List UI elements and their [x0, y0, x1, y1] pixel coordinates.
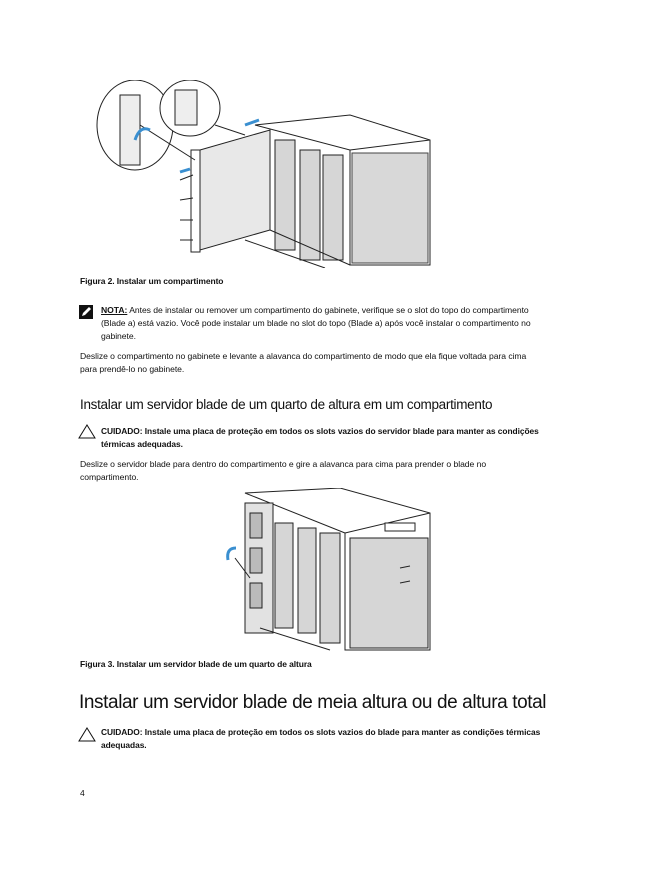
- section-heading-half-full-height: Instalar um servidor blade de meia altura ou de altura total: [79, 692, 547, 713]
- caution-triangle-icon: [78, 727, 96, 742]
- caution-2-line-2: adequadas.: [101, 740, 147, 750]
- caution-2-line-1: CUIDADO: Instale uma placa de proteção em todos os slots vazios do blade para manter as condições térmicas: [101, 727, 541, 737]
- caution-1-line-2: térmicas adequadas.: [101, 439, 183, 449]
- paragraph-2-line-2: compartimento.: [80, 472, 139, 482]
- note-line-1: Antes de instalar ou remover um compartimento do gabinete, verifique se o slot do topo do compartimento: [129, 305, 529, 315]
- note-label: NOTA:: [101, 305, 128, 315]
- note-pencil-icon: [79, 305, 93, 319]
- caution-triangle-icon: [78, 424, 96, 439]
- caution-1-text: [101, 425, 621, 451]
- paragraph-1-line-1: Deslize o compartimento no gabinete e levante a alavanca do compartimento de modo que ela fique voltada para cima: [80, 351, 527, 361]
- section-heading-quarter-height: Instalar um servidor blade de um quarto de altura em um compartimento: [80, 397, 493, 412]
- caution-1-line-1: CUIDADO: Instale uma placa de proteção em todos os slots vazios do servidor blade para manter as condições: [101, 426, 539, 436]
- paragraph-slide-blade: [80, 458, 620, 484]
- note-line-3: gabinete.: [101, 331, 136, 341]
- paragraph-1-line-2: para prendê-lo no gabinete.: [80, 364, 185, 374]
- page-number: 4: [80, 788, 85, 798]
- figure-2-caption: Figura 2. Instalar um compartimento: [80, 276, 224, 286]
- note-text: [101, 304, 621, 343]
- figure-3-caption: Figura 3. Instalar um servidor blade de um quarto de altura: [80, 659, 312, 669]
- figure-2-illustration: [95, 80, 435, 268]
- figure-3-illustration: [220, 488, 435, 653]
- paragraph-slide-sleeve: [80, 350, 620, 376]
- caution-2-text: [101, 726, 621, 752]
- note-line-2: (Blade a) está vazio. Você pode instalar um blade no slot do topo (Blade a) após você instalar o compartimento no: [101, 318, 531, 328]
- paragraph-2-line-1: Deslize o servidor blade para dentro do compartimento e gire a alavanca para cima para prender o blade no: [80, 459, 487, 469]
